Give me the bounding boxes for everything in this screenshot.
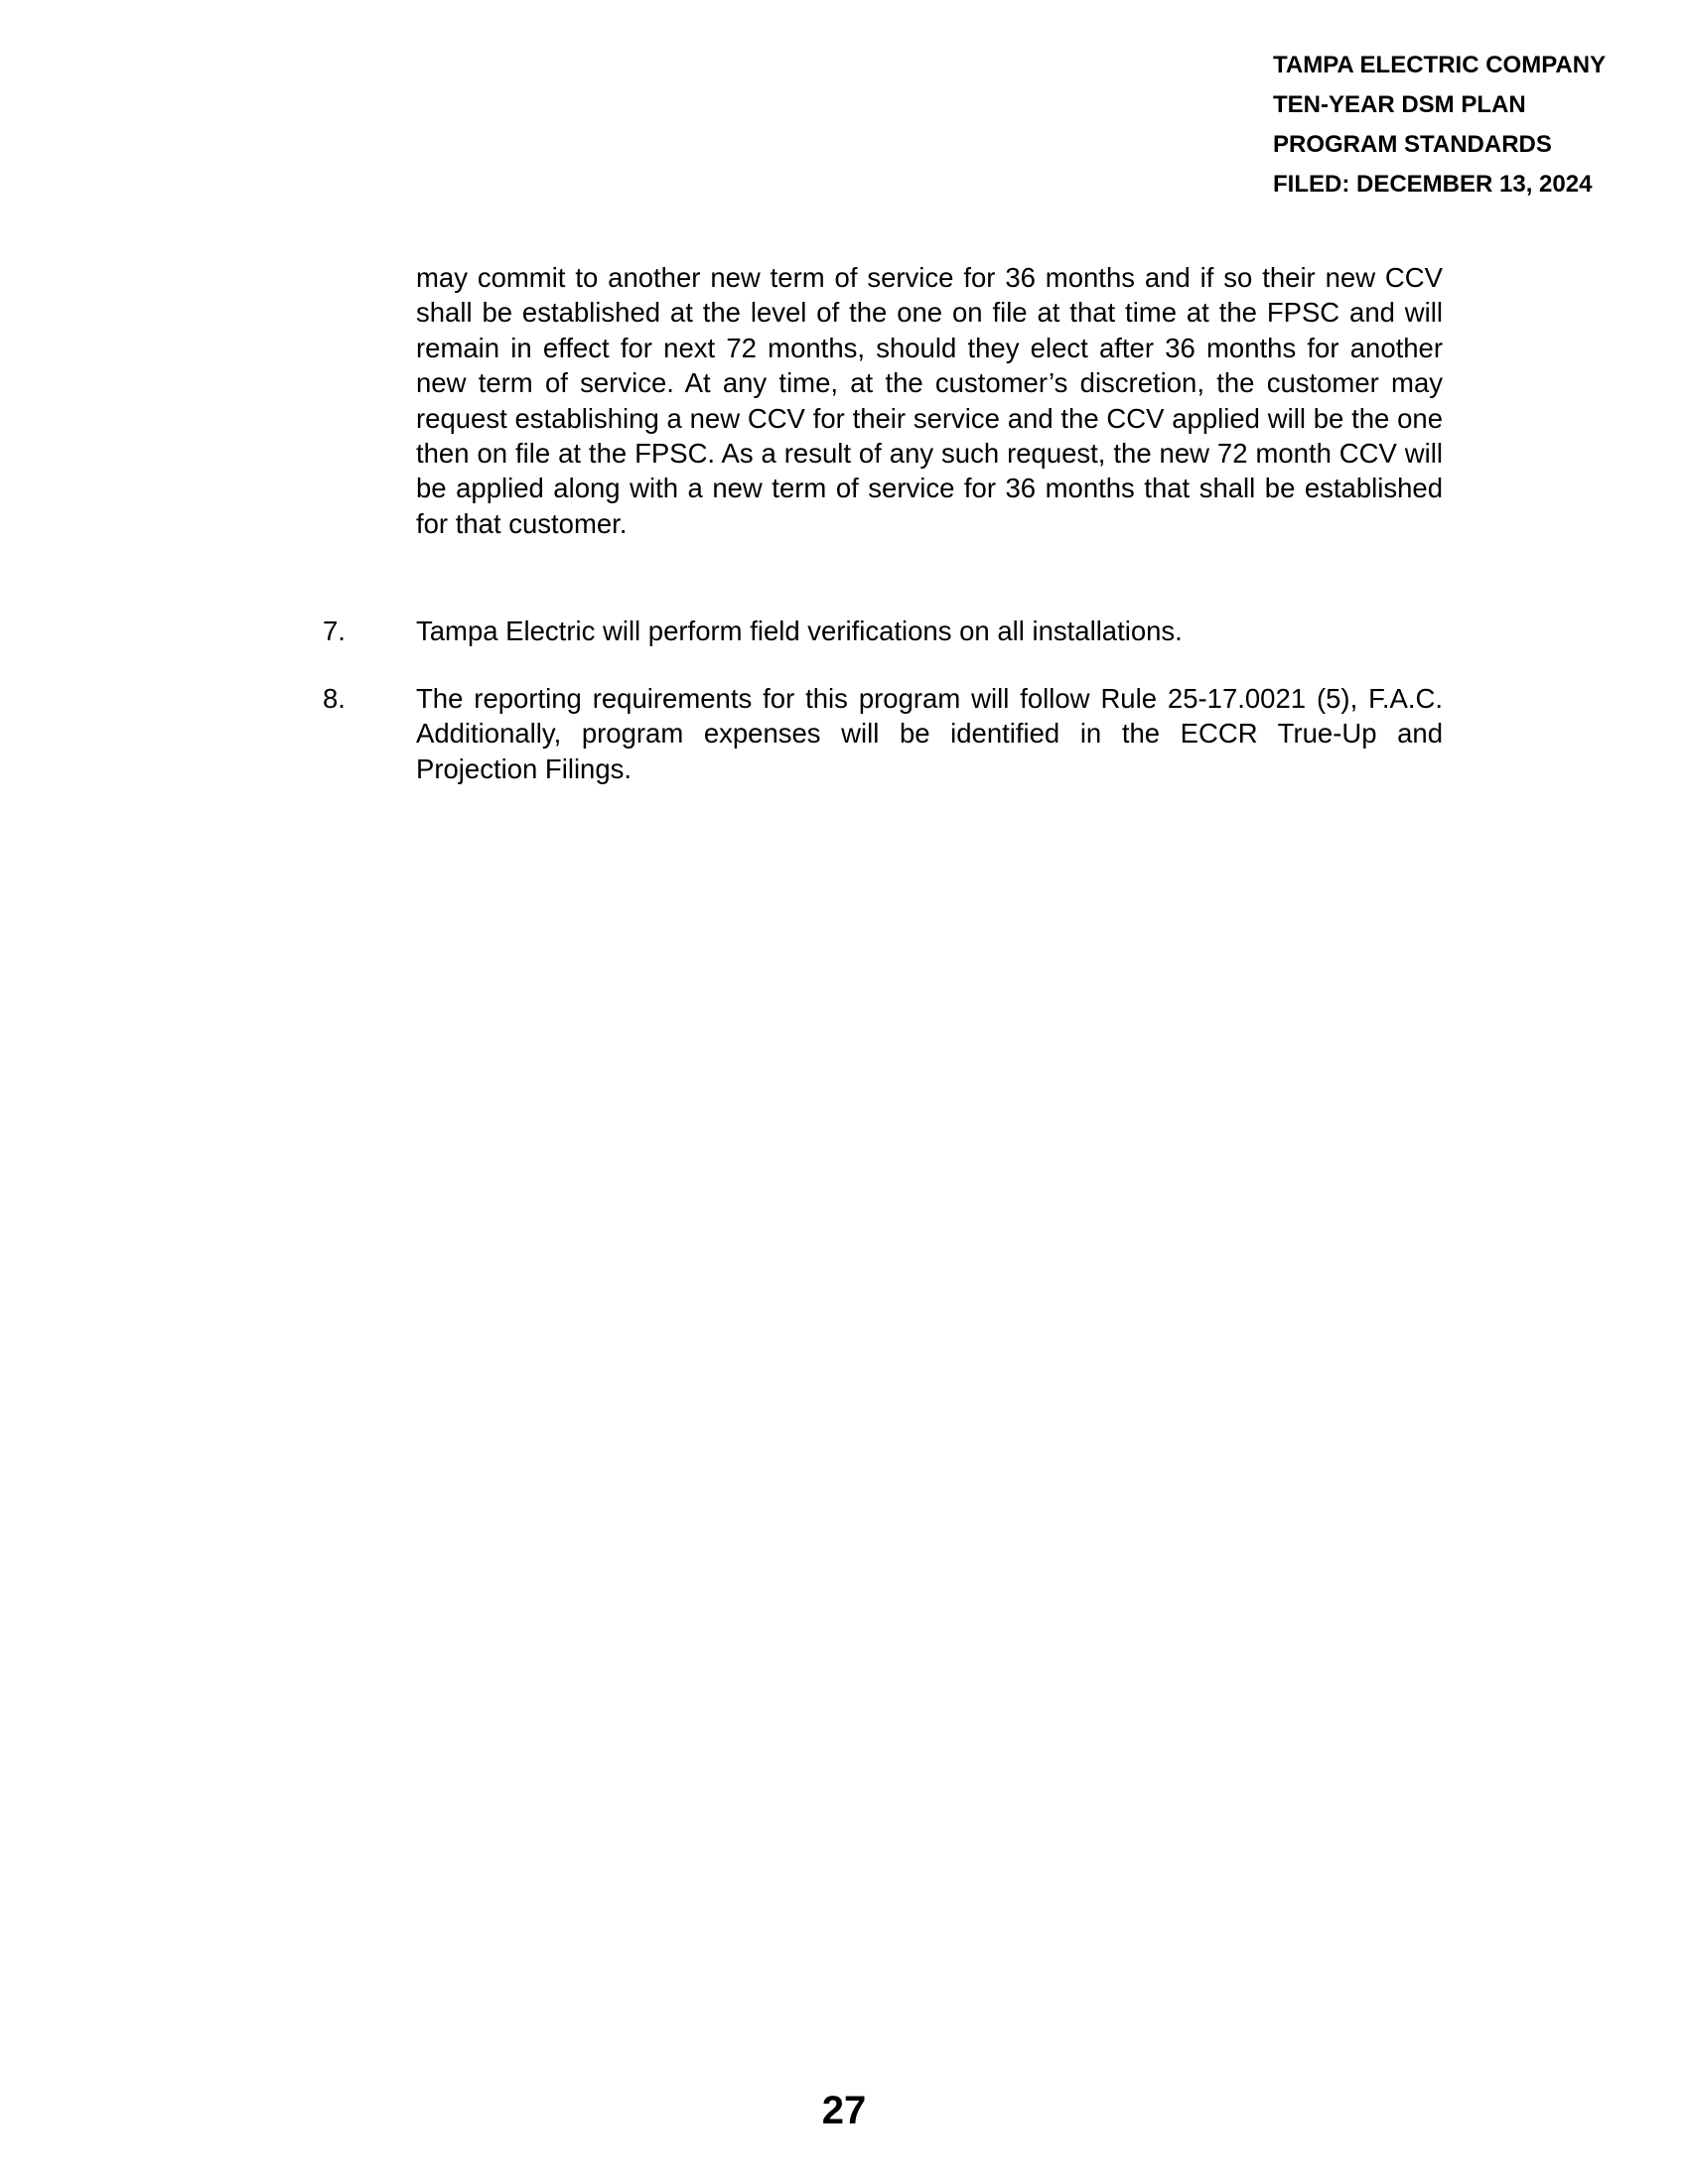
- list-item: [323, 614, 1443, 648]
- header-company: TAMPA ELECTRIC COMPANY: [1273, 52, 1607, 78]
- document-header: [1273, 46, 1670, 205]
- continuation-paragraph: may commit to another new term of service for 36 months and if so their new CCV shall be established at the level of the one on file at that time at the FPSC and will remain in effect for next 72 months, should they elect after 36 months for another new term of service. At any time, at the customer’s discretion, the customer may request establishing a new CCV for their service and the CCV applied will be the one then on file at the FPSC. As a result of any such request, the new 72 month CCV will be applied along with a new term of service for 36 months that shall be established for that customer.: [416, 262, 1443, 539]
- list-item-number: 7.: [323, 615, 346, 646]
- list-item: [323, 681, 1443, 786]
- list-item-text: The reporting requirements for this program will follow Rule 25-17.0021 (5), F.A.C. Additionally, program expenses will be identified in the ECCR True-Up and Projection Filings.: [416, 683, 1443, 784]
- header-filed-date: FILED: DECEMBER 13, 2024: [1273, 171, 1593, 198]
- list-item-number: 8.: [323, 683, 346, 714]
- header-plan: TEN-YEAR DSM PLAN: [1273, 91, 1526, 118]
- list-item-text: Tampa Electric will perform field verifications on all installations.: [416, 615, 1183, 646]
- header-section: PROGRAM STANDARDS: [1273, 131, 1552, 158]
- page-number: 27: [821, 2089, 867, 2132]
